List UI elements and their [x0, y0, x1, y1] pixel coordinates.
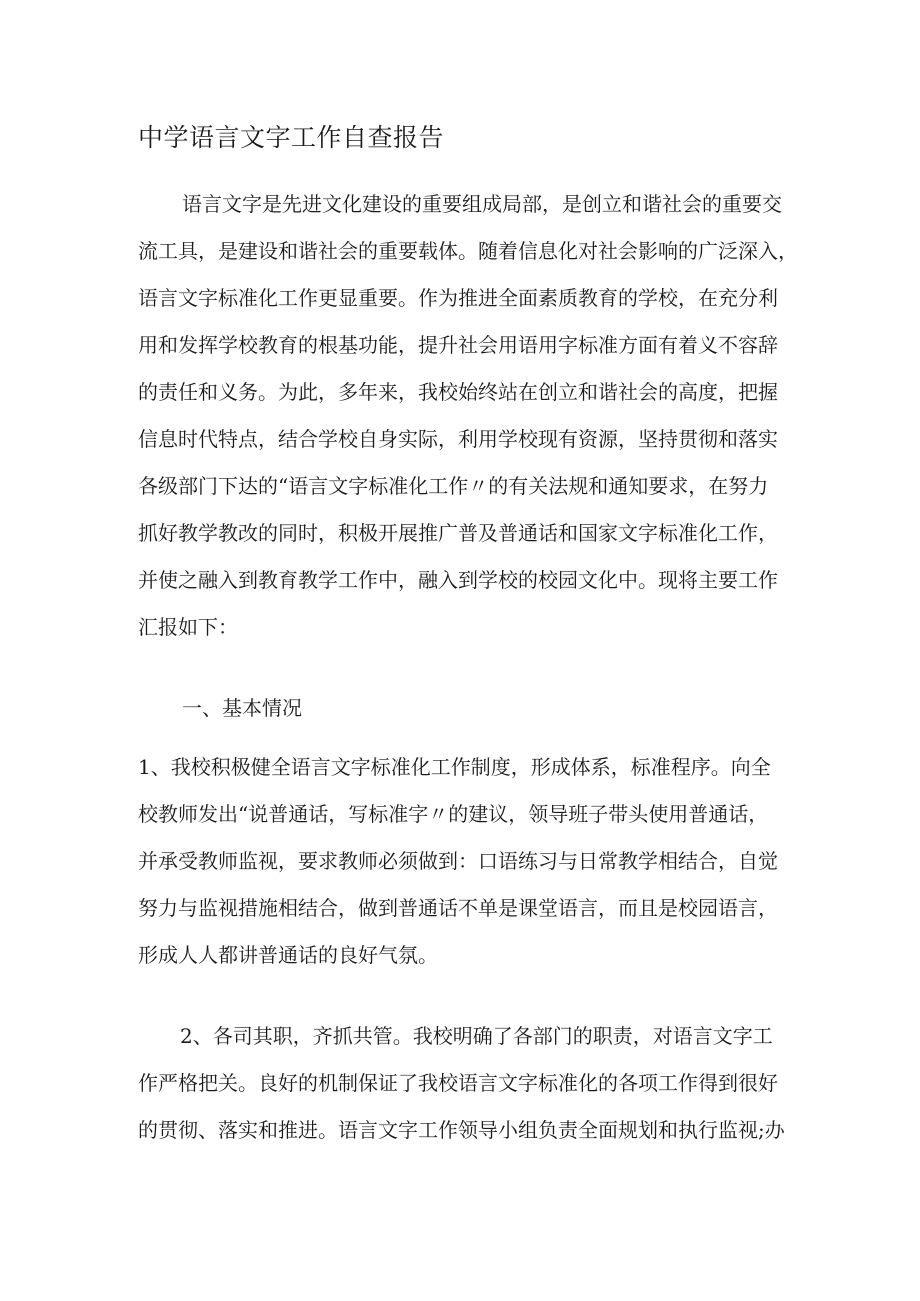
item1-line-5: 形成人人都讲普通话的良好气氛。	[138, 943, 438, 967]
item1-line-1: 1、我校积极健全语言文字标准化工作制度，形成体系，标准程序。向全	[138, 755, 771, 779]
intro-line-8: 抓好教学教改的同时，积极开展推广普及普通话和国家文字标准化工作，	[138, 521, 778, 545]
intro-line-3: 语言文字标准化工作更显重要。作为推进全面素质教育的学校，在充分利	[138, 286, 778, 310]
item1-line-3: 并承受教师监视，要求教师必须做到：口语练习与日常教学相结合，自觉	[138, 849, 778, 873]
item1-line-2: 校教师发出“说普通话，写标准字〃的建议，领导班子带头使用普通话，	[138, 802, 769, 826]
intro-line-2: 流工具，是建设和谐社会的重要载体。随着信息化对社会影响的广泛深入，	[138, 239, 798, 263]
item2-line-2: 作严格把关。良好的机制保证了我校语言文字标准化的各项工作得到很好	[138, 1071, 778, 1095]
intro-line-9: 并使之融入到教育教学工作中，融入到学校的校园文化中。现将主要工作	[138, 568, 778, 592]
intro-line-7: 各级部门下达的“语言文字标准化工作〃的有关法规和通知要求，在努力	[138, 474, 769, 498]
item2-line-1: 2、各司其职，齐抓共管。我校明确了各部门的职责，对语言文字工	[180, 1024, 773, 1048]
section-heading: 一、基本情况	[182, 696, 302, 720]
intro-line-1: 语言文字是先进文化建设的重要组成局部，是创立和谐社会的重要交	[182, 192, 782, 216]
intro-line-4: 用和发挥学校教育的根基功能，提升社会用语用字标准方面有着义不容辞	[138, 333, 778, 357]
item2-line-3: 的贯彻、落实和推进。语言文字工作领导小组负责全面规划和执行监视;办	[138, 1118, 785, 1142]
intro-line-6: 信息时代特点，结合学校自身实际，利用学校现有资源，坚持贯彻和落实	[138, 427, 778, 451]
document-title: 中学语言文字工作自查报告	[138, 123, 445, 152]
intro-line-10: 汇报如下：	[138, 615, 238, 639]
intro-line-5: 的责任和义务。为此，多年来，我校始终站在创立和谐社会的高度，把握	[138, 380, 778, 404]
item1-line-4: 努力与监视措施相结合，做到普通话不单是课堂语言，而且是校园语言，	[138, 896, 778, 920]
